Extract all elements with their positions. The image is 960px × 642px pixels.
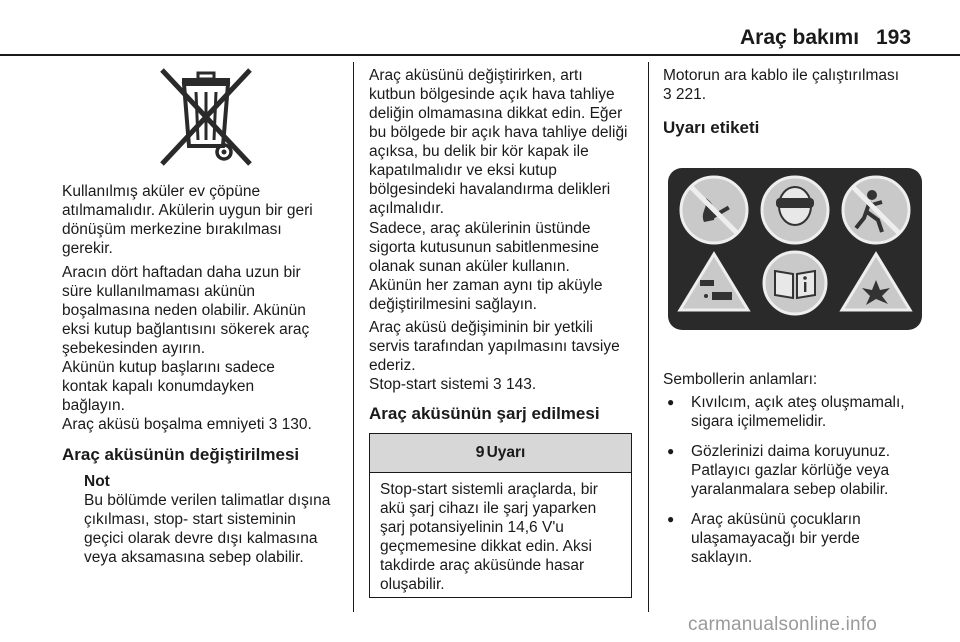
- watermark: carmanualsonline.info: [688, 614, 878, 635]
- warning-triangle-icon: 9: [475, 444, 485, 461]
- no-fire-icon: [681, 177, 747, 243]
- header-title: Araç bakımı: [740, 26, 860, 49]
- symbols-list: [663, 393, 953, 578]
- paragraph-same-type: Akünün her zaman aynı tip aküyle değiştirilmesini sağlayın.: [369, 277, 603, 313]
- paragraph-fuse-box: Sadece, araç akülerinin üstünde sigorta kutusunun sabitlenmesine olanak sunan aküler kullanın.: [369, 220, 600, 275]
- column-divider-1: [353, 62, 354, 612]
- paragraph-stop-start-ref: Stop-start sistemi 3 143.: [369, 376, 537, 393]
- paragraph-discharge-protection: Araç aküsü boşalma emniyeti 3 130.: [62, 416, 312, 433]
- page-number: 193: [876, 26, 912, 49]
- header-rule: [0, 54, 960, 56]
- heading-battery-replacement: Araç aküsünün değiştirilmesi: [62, 445, 300, 464]
- paragraph-long-storage: Aracın dört haftadan daha uzun bir süre kullanılmaması akünün boşalmasına neden olabilir. Akünün eksi kutup bağlantısını sökerek araç şebekesinden ayırın.: [62, 264, 310, 357]
- warning-box: [369, 433, 632, 598]
- paragraph-jump-start-ref: Motorun ara kablo ile çalıştırılması 3 221.: [663, 67, 900, 103]
- note-body: Bu bölümde verilen talimatlar dışına çıkılması, stop- start sisteminin geçici olarak devre dışı kalmasına veya aksamasına sebep olabilir.: [84, 492, 331, 566]
- paragraph-battery-disposal: Kullanılmış aküler ev çöpüne atılmamalıdır. Akülerin uygun bir geri dönüşüm merkezine bırakılması gerekir.: [62, 183, 313, 257]
- keep-away-children-icon: [843, 177, 909, 243]
- paragraph-authorized-service: Araç aküsü değişiminin bir yetkili servis tarafından yapılmasını tavsiye ederiz.: [369, 319, 620, 374]
- paragraph-terminal-connection: Akünün kutup başlarını sadece kontak kapalı konumdayken bağlayın.: [62, 359, 275, 414]
- warning-label-image: [664, 150, 926, 350]
- paragraph-vent-hole: Araç aküsünü değiştirirken, artı kutbun bölgesinde açık hava tahliye deliğin olmamasına dikkat edin. Eğer bu bölgede bir açık hava tahliye deliği açıksa, bu delik bir kör kapak ile kapatılmalıdır ve eksi kutup bölgesindeki havalandırma delikleri açılmalıdır.: [369, 67, 628, 217]
- note-title: Not: [84, 473, 110, 490]
- warning-header: [370, 434, 631, 473]
- heading-battery-charging: Araç aküsünün şarj edilmesi: [369, 404, 600, 423]
- list-item: ● Gözlerinizi daima koruyunuz. Patlayıcı gazlar körlüğe veya yaralanmalara sebep olabilir.: [663, 442, 953, 499]
- symbols-intro: Sembollerin anlamları:: [663, 371, 818, 388]
- warning-body: Stop-start sistemli araçlarda, bir akü şarj cihazı ile şarj yaparken şarj potansiyelinin 14,6 V'u geçmemesine dikkat edin. Aksi takdirde araç aküsünde hasar oluşabilir.: [380, 481, 598, 593]
- crossed-bin-icon: [146, 66, 266, 170]
- eye-protection-icon: [762, 177, 828, 243]
- column-divider-2: [648, 62, 649, 612]
- read-manual-icon: [764, 252, 826, 314]
- list-item: ● Araç aküsünü çocukların ulaşamayacağı bir yerde saklayın.: [663, 510, 953, 567]
- heading-warning-label: Uyarı etiketi: [663, 118, 760, 137]
- list-item: ● Kıvılcım, açık ateş oluşmamalı, sigara içilmemelidir.: [663, 393, 953, 431]
- warning-title: Uyarı: [486, 444, 526, 461]
